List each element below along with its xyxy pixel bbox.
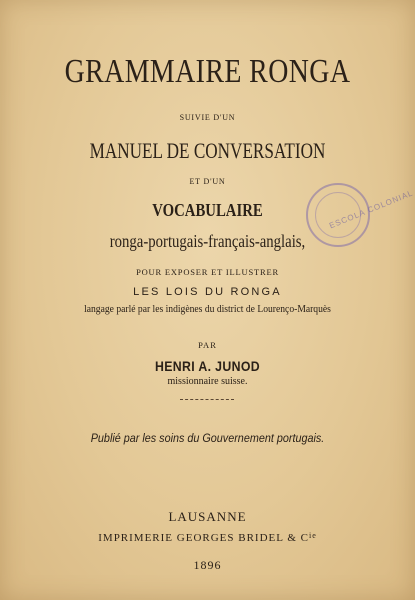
subtitle-connector-suivie: SUIVIE D'UN: [179, 113, 236, 122]
book-title: GRAMMAIRE RONGA: [64, 53, 351, 90]
publication-note: Publié par les soins du Gouvernement portugais.: [90, 431, 325, 445]
author-name: HENRI A. JUNOD: [154, 358, 261, 374]
library-stamp-text: ESCOLA COLONIAL: [328, 188, 415, 231]
printer-line: [0, 532, 415, 544]
subtitle-connector-et: ET D'UN: [189, 177, 226, 186]
by-line: PAR: [198, 340, 217, 350]
printer-suffix: C: [300, 532, 309, 544]
subtitle-manuel: MANUEL DE CONVERSATION: [89, 138, 326, 163]
ornamental-rule: [180, 399, 234, 400]
subtitle-languages: ronga-portugais-français-anglais,: [109, 231, 306, 251]
publication-city: LAUSANNE: [168, 509, 247, 524]
publication-year: 1896: [193, 558, 222, 572]
subtitle-vocabulaire: VOCABULAIRE: [152, 200, 263, 220]
author-role: missionnaire suisse.: [167, 376, 248, 387]
printer-suffix-superscript: ie: [308, 531, 317, 540]
printer-name: IMPRIMERIE GEORGES BRIDEL &: [98, 532, 297, 544]
purpose-line: POUR EXPOSER ET ILLUSTRER: [136, 267, 279, 277]
language-description: langage parlé par les indigènes du district de Lourenço-Marquès: [84, 304, 331, 315]
purpose-lois: LES LOIS DU RONGA: [133, 286, 282, 298]
